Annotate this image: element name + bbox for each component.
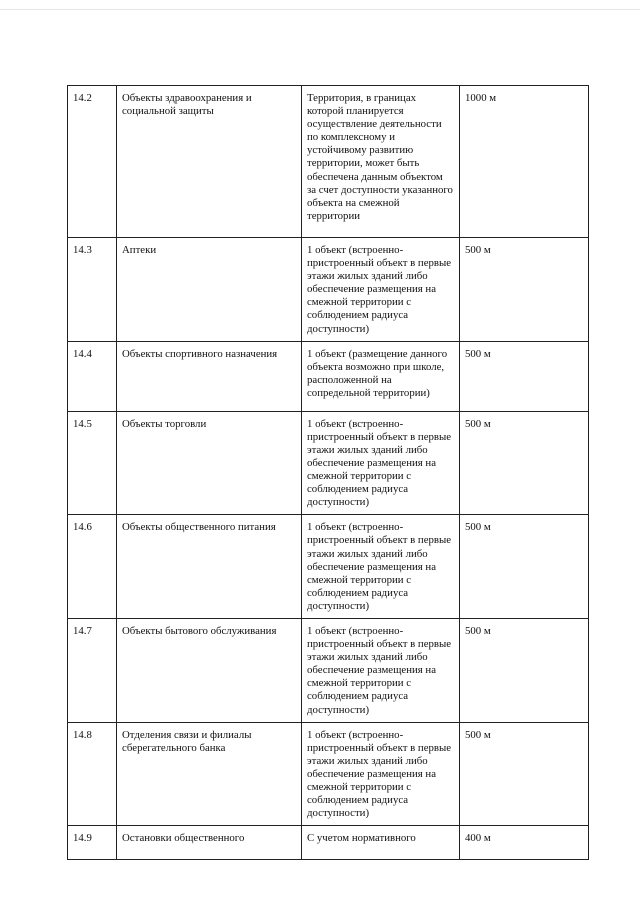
accessibility-radius: 500 м [460,411,589,515]
table-row [68,238,589,342]
object-name: Остановки общественного [117,826,302,860]
row-number: 14.2 [68,86,117,238]
row-number: 14.4 [68,341,117,411]
row-number: 14.8 [68,722,117,826]
table-row [68,86,589,238]
provision-condition: 1 объект (встроенно-пристроенный объект в первые этажи жилых зданий либо обеспечение размещения на смежной территории с соблюдением радиуса доступности) [302,722,460,826]
table-row [68,722,589,826]
standards-table [67,85,589,860]
provision-condition: 1 объект (встроенно-пристроенный объект в первые этажи жилых зданий либо обеспечение размещения на смежной территории с соблюдением радиуса доступности) [302,515,460,619]
object-name: Объекты спортивного назначения [117,341,302,411]
accessibility-radius: 500 м [460,618,589,722]
object-name: Объекты бытового обслуживания [117,618,302,722]
accessibility-radius: 500 м [460,515,589,619]
accessibility-radius: 500 м [460,722,589,826]
provision-condition: 1 объект (встроенно-пристроенный объект в первые этажи жилых зданий либо обеспечение размещения на смежной территории с соблюдением радиуса доступности) [302,238,460,342]
row-number: 14.3 [68,238,117,342]
table-row [68,826,589,860]
accessibility-radius: 500 м [460,238,589,342]
scan-edge-line [0,9,640,10]
row-number: 14.6 [68,515,117,619]
provision-condition: С учетом нормативного [302,826,460,860]
accessibility-radius: 400 м [460,826,589,860]
accessibility-radius: 500 м [460,341,589,411]
provision-condition: 1 объект (встроенно-пристроенный объект в первые этажи жилых зданий либо обеспечение размещения на смежной территории с соблюдением радиуса доступности) [302,411,460,515]
object-name: Объекты торговли [117,411,302,515]
accessibility-radius: 1000 м [460,86,589,238]
row-number: 14.5 [68,411,117,515]
table-row [68,341,589,411]
object-name: Объекты здравоохранения и социальной защиты [117,86,302,238]
row-number: 14.9 [68,826,117,860]
provision-condition: 1 объект (встроенно-пристроенный объект в первые этажи жилых зданий либо обеспечение размещения на смежной территории с соблюдением радиуса доступности) [302,618,460,722]
table-row [68,618,589,722]
object-name: Аптеки [117,238,302,342]
object-name: Отделения связи и филиалы сберегательного банка [117,722,302,826]
provision-condition: 1 объект (размещение данного объекта возможно при школе, расположенной на сопредельной территории) [302,341,460,411]
table-row [68,515,589,619]
object-name: Объекты общественного питания [117,515,302,619]
row-number: 14.7 [68,618,117,722]
provision-condition: Территория, в границах которой планируется осуществление деятельности по комплексному и устойчивому развитию территории, может быть обеспечена данным объектом за счет доступности указанного объекта на смежной территории [302,86,460,238]
table-row [68,411,589,515]
